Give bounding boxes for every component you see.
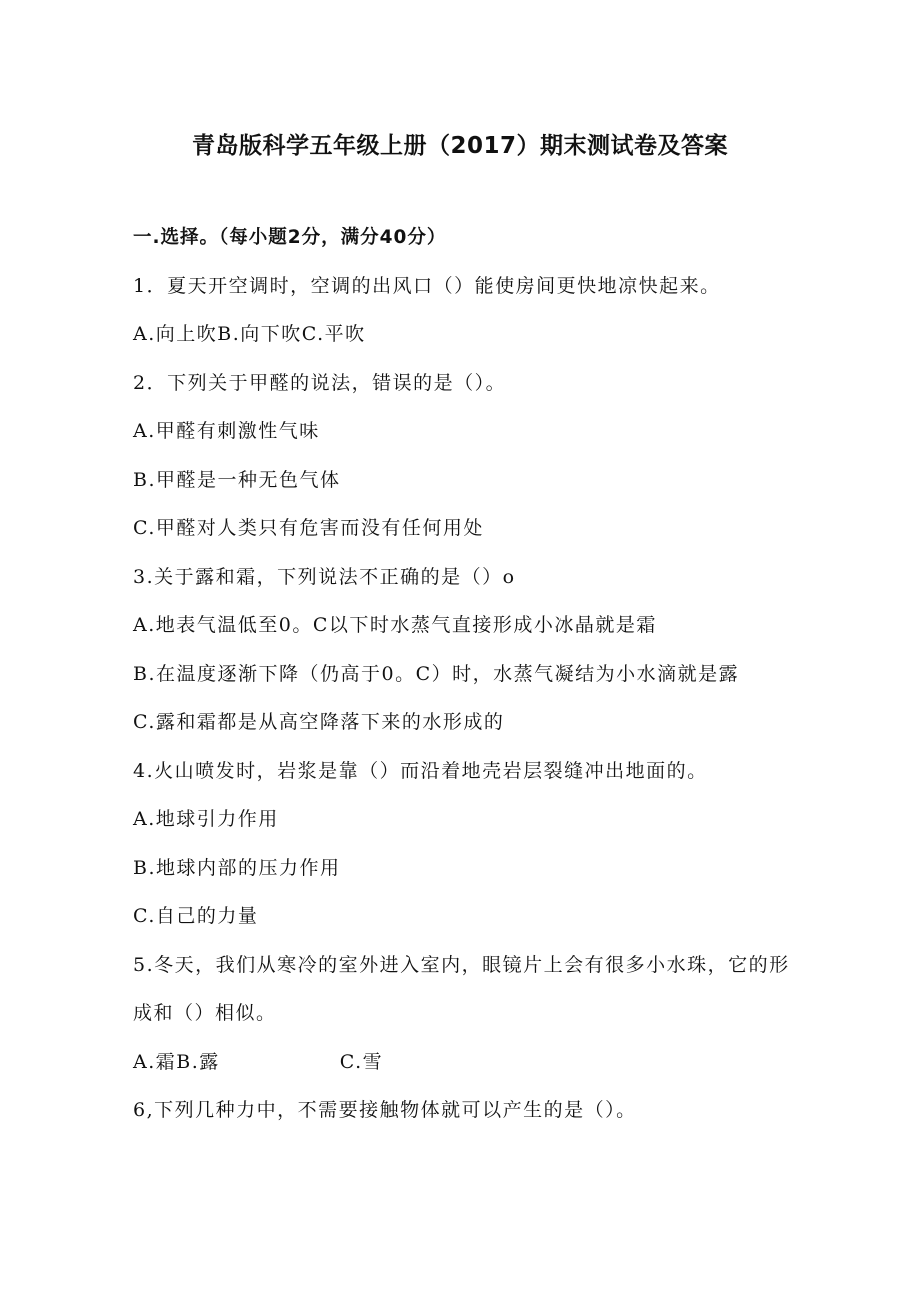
question-4-option-b: B.地球内部的压力作用 bbox=[133, 857, 341, 879]
question-1-options: A.向上吹B.向下吹C.平吹 bbox=[133, 323, 366, 345]
question-5-options bbox=[133, 1050, 383, 1074]
question-1: 1．夏天开空调时，空调的出风口（）能使房间更快地凉快起来。 bbox=[133, 275, 721, 297]
question-5-options-right: C.雪 bbox=[339, 1051, 384, 1073]
question-2-option-a: A.甲醛有刺激性气味 bbox=[133, 420, 320, 442]
question-3-option-b: B.在温度逐渐下降（仍高于0。C）时，水蒸气凝结为小水滴就是露 bbox=[133, 663, 740, 685]
question-3-option-a: A.地表气温低至0。C以下时水蒸气直接形成小冰晶就是霜 bbox=[133, 614, 657, 636]
question-3-option-c: C.露和霜都是从高空降落下来的水形成的 bbox=[133, 711, 505, 733]
question-5-line-2: 成和（）相似。 bbox=[133, 1002, 277, 1024]
question-4: 4.火山喷发时，岩浆是靠（）而沿着地壳岩层裂缝冲出地面的。 bbox=[133, 760, 708, 782]
question-2: 2．下列关于甲醛的说法，错误的是（）。 bbox=[133, 372, 507, 394]
document-title: 青岛版科学五年级上册（2017）期末测试卷及答案 bbox=[191, 133, 728, 159]
section-heading: 一.选择。（每小题2分，满分40分） bbox=[133, 227, 447, 248]
question-2-option-c: C.甲醛对人类只有危害而没有任何用处 bbox=[133, 517, 484, 539]
question-6: 6,下列几种力中，不需要接触物体就可以产生的是（）。 bbox=[133, 1099, 637, 1121]
question-4-option-a: A.地球引力作用 bbox=[133, 808, 279, 830]
question-3: 3.关于露和霜，下列说法不正确的是（）o bbox=[133, 566, 516, 588]
question-5-options-left: A.霜B.露 bbox=[133, 1051, 220, 1073]
question-5-line-1: 5.冬天，我们从寒冷的室外进入室内，眼镜片上会有很多小水珠，它的形 bbox=[133, 954, 790, 976]
question-4-option-c: C.自己的力量 bbox=[133, 905, 259, 927]
question-2-option-b: B.甲醛是一种无色气体 bbox=[133, 469, 341, 491]
